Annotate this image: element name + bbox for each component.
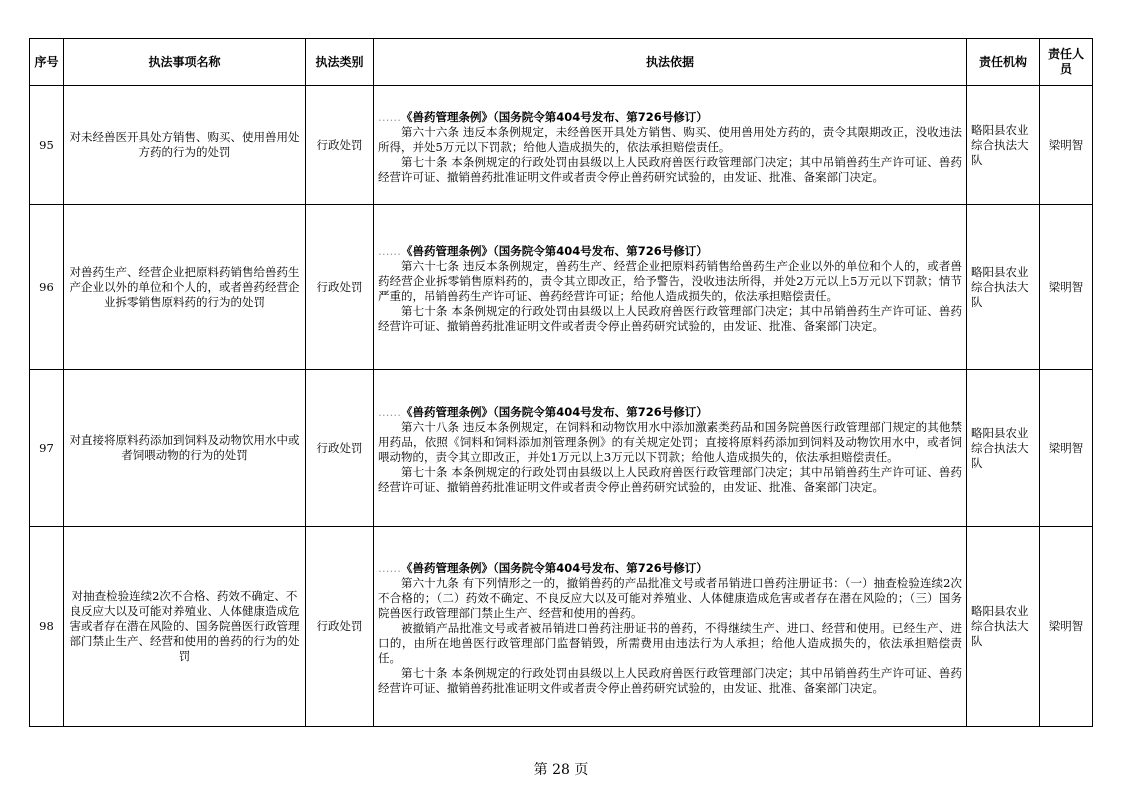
row-item-name: 对兽药生产、经营企业把原料药销售给兽药生产企业以外的单位和个人的，或者兽药经营企业拆零销售原料药的行为的处罚 <box>64 205 306 370</box>
basis-title <box>378 405 962 420</box>
table-header-row <box>30 39 1093 86</box>
basis-title-text: 《兽药管理条例》（国务院令第404号发布、第726号修订） <box>401 109 708 124</box>
row-item-name: 对未经兽医开具处方销售、购买、使用兽用处方药的行为的处罚 <box>64 86 306 205</box>
basis-title <box>378 110 962 125</box>
row-agency: 略阳县农业综合执法大队 <box>967 86 1040 205</box>
page-number: 第 28 页 <box>533 762 589 778</box>
indent-marker: …… <box>378 244 401 258</box>
basis-paragraph: 第六十九条 有下列情形之一的，撤销兽药的产品批准文号或者吊销进口兽药注册证书：（一）抽查检验连续2次不合格的；（二）药效不确定、不良反应大以及可能对养殖业、人体健康造成危害或者存在潜在风险的；（三）国务院兽医行政管理部门禁止生产、经营和使用的兽药。 <box>378 576 962 620</box>
header-agency: 责任机构 <box>967 39 1040 86</box>
row-type: 行政处罚 <box>306 205 374 370</box>
row-basis <box>374 527 967 727</box>
indent-marker: …… <box>378 109 401 124</box>
row-person: 梁明智 <box>1040 527 1093 727</box>
basis-title-text: 《兽药管理条例》（国务院令第404号发布、第726号修订） <box>401 244 708 258</box>
header-index: 序号 <box>30 39 64 86</box>
row-index: 97 <box>30 370 64 527</box>
row-index: 96 <box>30 205 64 370</box>
row-basis <box>374 205 967 370</box>
row-index: 98 <box>30 527 64 727</box>
row-person: 梁明智 <box>1040 370 1093 527</box>
table-row <box>30 370 1093 527</box>
basis-paragraph: 第六十八条 违反本条例规定，在饲料和动物饮用水中添加激素类药品和国务院兽医行政管理部门规定的其他禁用药品，依照《饲料和饲料添加剂管理条例》的有关规定处罚；直接将原料药添加到饲料及动物饮用水中，或者饲喂动物的，责令其立即改正，并处1万元以上3万元以下罚款；给他人造成损失的，依法承担赔偿责任。 <box>378 420 962 464</box>
row-agency: 略阳县农业综合执法大队 <box>967 205 1040 370</box>
row-person: 梁明智 <box>1040 86 1093 205</box>
row-type: 行政处罚 <box>306 527 374 727</box>
basis-title-text: 《兽药管理条例》（国务院令第404号发布、第726号修订） <box>401 561 708 575</box>
basis-paragraph: 被撤销产品批准文号或者被吊销进口兽药注册证书的兽药，不得继续生产、进口、经营和使用。已经生产、进口的，由所在地兽医行政管理部门监督销毁，所需费用由违法行为人承担；给他人造成损失的，依法承担赔偿责任。 <box>378 621 962 665</box>
indent-marker: …… <box>378 405 401 419</box>
row-person: 梁明智 <box>1040 205 1093 370</box>
basis-paragraph: 第六十六条 违反本条例规定，未经兽医开具处方销售、购买、使用兽用处方药的，责令其限期改正，没收违法所得，并处5万元以下罚款；给他人造成损失的，依法承担赔偿责任。 <box>378 124 962 154</box>
basis-paragraph: 第六十七条 违反本条例规定，兽药生产、经营企业把原料药销售给兽药生产企业以外的单位和个人的，或者兽药经营企业拆零销售原料药的，责令其立即改正，给予警告，没收违法所得，并处2万元以上5万元以下罚款；情节严重的，吊销兽药生产许可证、兽药经营许可证；给他人造成损失的，依法承担赔偿责任。 <box>378 259 962 303</box>
row-item-name: 对抽查检验连续2次不合格、药效不确定、不良反应大以及可能对养殖业、人体健康造成危害或者存在潜在风险的、国务院兽医行政管理部门禁止生产、经营和使用的兽药的行为的处罚 <box>64 527 306 727</box>
basis-paragraph: 第七十条 本条例规定的行政处罚由县级以上人民政府兽医行政管理部门决定；其中吊销兽药生产许可证、兽药经营许可证、撤销兽药批准证明文件或者责令停止兽药研究试验的，由发证、批准、备案部门决定。 <box>378 465 962 494</box>
indent-marker: …… <box>378 561 401 575</box>
header-basis: 执法依据 <box>374 39 967 86</box>
table-row <box>30 205 1093 370</box>
row-basis <box>374 86 967 205</box>
row-type: 行政处罚 <box>306 86 374 205</box>
basis-paragraph: 第七十条 本条例规定的行政处罚由县级以上人民政府兽医行政管理部门决定；其中吊销兽药生产许可证、兽药经营许可证、撤销兽药批准证明文件或者责令停止兽药研究试验的，由发证、批准、备案部门决定。 <box>378 154 962 184</box>
row-type: 行政处罚 <box>306 370 374 527</box>
basis-title <box>378 244 962 259</box>
row-basis <box>374 370 967 527</box>
table-row <box>30 86 1093 205</box>
basis-title <box>378 561 962 576</box>
basis-paragraph: 第七十条 本条例规定的行政处罚由县级以上人民政府兽医行政管理部门决定；其中吊销兽药生产许可证、兽药经营许可证、撤销兽药批准证明文件或者责令停止兽药研究试验的，由发证、批准、备案部门决定。 <box>378 666 962 695</box>
header-item-name: 执法事项名称 <box>64 39 306 86</box>
header-person: 责任人员 <box>1040 39 1093 86</box>
row-agency: 略阳县农业综合执法大队 <box>967 370 1040 527</box>
row-item-name: 对直接将原料药添加到饲料及动物饮用水中或者饲喂动物的行为的处罚 <box>64 370 306 527</box>
row-agency: 略阳县农业综合执法大队 <box>967 527 1040 727</box>
enforcement-table <box>29 38 1093 727</box>
table-row <box>30 527 1093 727</box>
basis-title-text: 《兽药管理条例》（国务院令第404号发布、第726号修订） <box>401 405 708 419</box>
header-type: 执法类别 <box>306 39 374 86</box>
row-index: 95 <box>30 86 64 205</box>
basis-paragraph: 第七十条 本条例规定的行政处罚由县级以上人民政府兽医行政管理部门决定；其中吊销兽药生产许可证、兽药经营许可证、撤销兽药批准证明文件或者责令停止兽药研究试验的，由发证、批准、备案部门决定。 <box>378 304 962 333</box>
